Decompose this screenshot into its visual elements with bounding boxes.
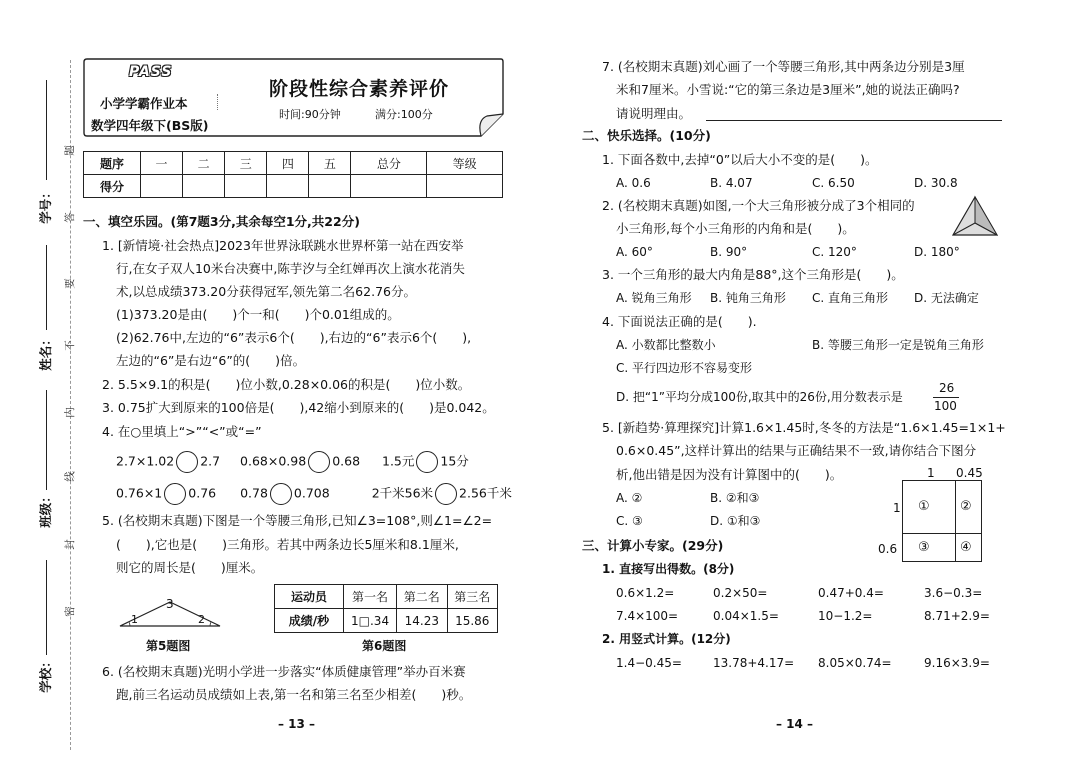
q7-line2: 米和7厘米。小雪说:“它的第三条边是3厘米”,她的说法正确吗?	[616, 82, 960, 97]
c5-line3: 析,他出错是因为没有计算图中的( )。	[616, 467, 843, 482]
c5-line2: 0.6×0.45”,这样计算出的结果与正确结果不一致,请你结合下图分	[616, 443, 977, 458]
fraction-numerator: 26	[939, 381, 955, 395]
grid-left-label-1: 1	[893, 501, 901, 515]
header-box	[83, 58, 503, 136]
d1-item[interactable]: 0.6×1.2=	[616, 586, 675, 600]
angle-label-3: 3	[166, 597, 174, 611]
d1-item[interactable]: 0.2×50=	[713, 586, 768, 600]
q1-sub2b[interactable]: 左边的“6”是右边“6”的( )倍。	[116, 353, 306, 368]
c4-option-b[interactable]: B. 等腰三角形一定是锐角三角形	[812, 338, 984, 352]
class-label: 班级：	[37, 490, 53, 528]
c3: 3. 一个三角形的最大内角是88°,这个三角形是( )。	[602, 267, 904, 282]
q4: 4. 在○里填上“>”“<”或“=”	[102, 424, 262, 439]
grid-cell-3: ③	[918, 540, 930, 555]
compare-right: 0.68	[332, 453, 361, 469]
series-name: 小学学霸作业本	[100, 96, 188, 111]
binding-char: 答	[63, 212, 76, 223]
compare-circle[interactable]	[416, 451, 438, 473]
compare-left: 2千米56米	[371, 485, 434, 501]
score-table	[83, 151, 503, 198]
c5-option-c[interactable]: C. ③	[616, 514, 643, 528]
compare-left: 0.68×0.98	[240, 453, 307, 469]
grid-top-label-2: 0.45	[956, 466, 983, 480]
compare-right: 0.708	[293, 485, 330, 501]
book-name: 数学四年级下(BS版)	[91, 118, 209, 133]
score-table-head: 二	[183, 152, 225, 175]
compare-left: 2.7×1.02	[116, 453, 175, 469]
q2[interactable]: 2. 5.5×9.1的积是( )位小数,0.28×0.06的积是( )位小数。	[102, 377, 471, 392]
score-table-head: 等级	[427, 152, 503, 175]
c4-option-a[interactable]: A. 小数都比整数小	[616, 338, 716, 352]
pass-logo: PASS	[129, 64, 173, 80]
compare-circle[interactable]	[176, 451, 198, 473]
c1-option-d[interactable]: D. 30.8	[914, 176, 958, 190]
c3-option-c[interactable]: C. 直角三角形	[812, 291, 889, 305]
c2-line2: 小三角形,每个小三角形的内角和是( )。	[616, 221, 855, 236]
fraction-bar	[933, 397, 959, 398]
c2-option-d[interactable]: D. 180°	[914, 245, 960, 259]
race-table-head: 第二名	[397, 585, 447, 609]
grid-cell-2: ②	[960, 499, 972, 514]
race-table-cell: 1□.34	[344, 609, 397, 633]
c3-option-b[interactable]: B. 钝角三角形	[710, 291, 786, 305]
d1-item[interactable]: 0.04×1.5=	[713, 609, 779, 623]
q7-line3: 请说明理由。	[616, 106, 692, 121]
page-number-13: – 13 –	[278, 717, 316, 731]
c1-option-b[interactable]: B. 4.07	[710, 176, 753, 190]
c1: 1. 下面各数中,去掉“0”以后大小不变的是( )。	[602, 152, 878, 167]
c3-option-d[interactable]: D. 无法确定	[914, 291, 979, 305]
race-results-table	[274, 584, 498, 633]
d2-item[interactable]: 8.05×0.74=	[818, 656, 892, 670]
fraction-denominator: 100	[934, 399, 957, 413]
d2-item[interactable]: 9.16×3.9=	[924, 656, 990, 670]
d2-heading: 2. 用竖式计算。(12分)	[602, 632, 731, 646]
c2-option-c[interactable]: C. 120°	[812, 245, 857, 259]
compare-left: 0.78	[240, 485, 268, 501]
d1-item[interactable]: 0.47+0.4=	[818, 586, 884, 600]
c5-line1: 5. [新趋势·算理探究]计算1.6×1.45时,冬冬的方法是“1.6×1.45=1×1+	[602, 420, 1006, 435]
compare-circle[interactable]	[270, 483, 292, 505]
score-cell[interactable]	[309, 175, 351, 198]
score-cell[interactable]	[141, 175, 183, 198]
d1-item[interactable]: 10−1.2=	[818, 609, 873, 623]
compare-right: 0.76	[188, 485, 217, 501]
divided-triangle-figure	[951, 195, 999, 239]
grid-cell-4: ④	[960, 540, 972, 555]
binding-char: 不	[63, 340, 76, 351]
q1-line1: 1. [新情境·社会热点]2023年世界泳联跳水世界杯第一站在西安举	[102, 238, 464, 253]
q7-line1: 7. (名校期末真题)刘心画了一个等腰三角形,其中两条边分别是3厘	[602, 59, 965, 74]
q4-compare-row2	[116, 483, 512, 505]
header-divider	[217, 94, 218, 110]
d2-item[interactable]: 1.4−0.45=	[616, 656, 682, 670]
page-title: 阶段性综合素养评价	[269, 78, 450, 100]
binding-char: 题	[63, 145, 76, 156]
q6-line1: 6. (名校期末真题)光明小学进一步落实“体质健康管理”举办百米赛	[102, 664, 466, 679]
score-cell[interactable]	[225, 175, 267, 198]
school-label: 学校：	[37, 655, 53, 693]
d1-heading: 1. 直接写出得数。(8分)	[602, 562, 735, 576]
q5-line3[interactable]: 则它的周长是( )厘米。	[116, 560, 264, 575]
c5-option-d[interactable]: D. ①和③	[710, 514, 761, 528]
full-score: 满分:100分	[375, 108, 433, 121]
score-table-head: 三	[225, 152, 267, 175]
c2-option-b[interactable]: B. 90°	[710, 245, 748, 259]
compare-left: 0.76×1	[116, 485, 163, 501]
q3[interactable]: 3. 0.75扩大到原来的100倍是( ),42缩小到原来的( )是0.042。	[102, 400, 495, 415]
binding-char: 密	[63, 606, 76, 617]
score-table-label: 得分	[84, 175, 141, 198]
name-label: 姓名：	[37, 333, 53, 371]
binding-char: 封	[63, 539, 76, 550]
race-table-head: 第三名	[447, 585, 497, 609]
score-cell[interactable]	[427, 175, 503, 198]
c1-option-a[interactable]: A. 0.6	[616, 176, 651, 190]
score-cell[interactable]	[267, 175, 309, 198]
grid-left-label-2: 0.6	[878, 542, 898, 556]
student-id-label: 学号：	[37, 186, 53, 224]
angle-label-2: 2	[198, 613, 205, 626]
race-table-cell: 15.86	[447, 609, 497, 633]
q4-compare-row1	[116, 451, 469, 473]
c2-line1: 2. (名校期末真题)如图,一个大三角形被分成了3个相同的	[602, 198, 915, 213]
compare-right: 2.56千米	[459, 485, 512, 501]
section3-heading: 三、计算小专家。(29分)	[582, 538, 724, 553]
score-table-head: 一	[141, 152, 183, 175]
angle-label-1: 1	[131, 613, 138, 626]
score-cell[interactable]	[351, 175, 427, 198]
q5-line1: 5. (名校期末真题)下图是一个等腰三角形,已知∠3=108°,则∠1=∠2=	[102, 513, 493, 528]
section1-heading: 一、填空乐园。(第7题3分,其余每空1分,共22分)	[83, 214, 360, 229]
c4-option-d[interactable]: D. 把“1”平均分成100份,取其中的26份,用分数表示是	[616, 390, 903, 404]
score-table-head: 四	[267, 152, 309, 175]
score-table-head: 总分	[351, 152, 427, 175]
score-table-head: 五	[309, 152, 351, 175]
race-table-head: 第一名	[344, 585, 397, 609]
d1-item[interactable]: 3.6−0.3=	[924, 586, 983, 600]
compare-left: 1.5元	[382, 453, 415, 469]
figure6-caption: 第6题图	[362, 639, 407, 653]
figure5-caption: 第5题图	[146, 639, 191, 653]
binding-char: 线	[63, 471, 76, 482]
c4-option-c[interactable]: C. 平行四边形不容易变形	[616, 361, 753, 375]
d2-item[interactable]: 13.78+4.17=	[713, 656, 795, 670]
q6-line2[interactable]: 跑,前三名运动员成绩如上表,第一名和第三名至少相差( )秒。	[116, 687, 472, 702]
q1-sub1[interactable]: (1)373.20是由( )个一和( )个0.01组成的。	[116, 307, 400, 322]
score-cell[interactable]	[183, 175, 225, 198]
name-line[interactable]	[46, 245, 47, 330]
page-number-14: – 14 –	[776, 717, 814, 731]
compare-circle[interactable]	[308, 451, 330, 473]
grid-top-label-1: 1	[927, 466, 935, 480]
student-id-line[interactable]	[46, 80, 47, 180]
q1-line2: 行,在女子双人10米台决赛中,陈芋汐与全红婵再次上演水花消失	[116, 261, 465, 276]
c5-option-b[interactable]: B. ②和③	[710, 491, 760, 505]
c1-option-c[interactable]: C. 6.50	[812, 176, 855, 190]
q1-line3: 术,以总成绩373.20分获得冠军,领先第二名62.76分。	[116, 284, 416, 299]
race-table-cell: 14.23	[397, 609, 447, 633]
q1-sub2a[interactable]: (2)62.76中,左边的“6”表示6个( ),右边的“6”表示6个( ),	[116, 330, 472, 345]
c2-option-a[interactable]: A. 60°	[616, 245, 653, 259]
binding-char: 内	[63, 407, 76, 418]
compare-circle[interactable]	[164, 483, 186, 505]
compare-circle[interactable]	[435, 483, 457, 505]
score-table-head: 题序	[84, 152, 141, 175]
d1-item[interactable]: 7.4×100=	[616, 609, 679, 623]
c3-option-a[interactable]: A. 锐角三角形	[616, 291, 692, 305]
school-line[interactable]	[46, 560, 47, 655]
d1-item[interactable]: 8.71+2.9=	[924, 609, 990, 623]
q7-answer-line[interactable]	[706, 120, 1002, 121]
compare-right: 2.7	[200, 453, 221, 469]
c5-option-a[interactable]: A. ②	[616, 491, 643, 505]
exam-time: 时间:90分钟	[279, 108, 341, 121]
c4: 4. 下面说法正确的是( ).	[602, 314, 757, 329]
binding-char: 要	[63, 278, 76, 289]
q5-line2[interactable]: ( ),它也是( )三角形。若其中两条边长5厘米和8.1厘米,	[116, 537, 459, 552]
compare-right: 15分	[440, 453, 469, 469]
race-table-head: 运动员	[275, 585, 344, 609]
class-line[interactable]	[46, 390, 47, 490]
race-table-label: 成绩/秒	[275, 609, 344, 633]
grid-cell-1: ①	[918, 499, 930, 514]
section2-heading: 二、快乐选择。(10分)	[582, 128, 711, 143]
